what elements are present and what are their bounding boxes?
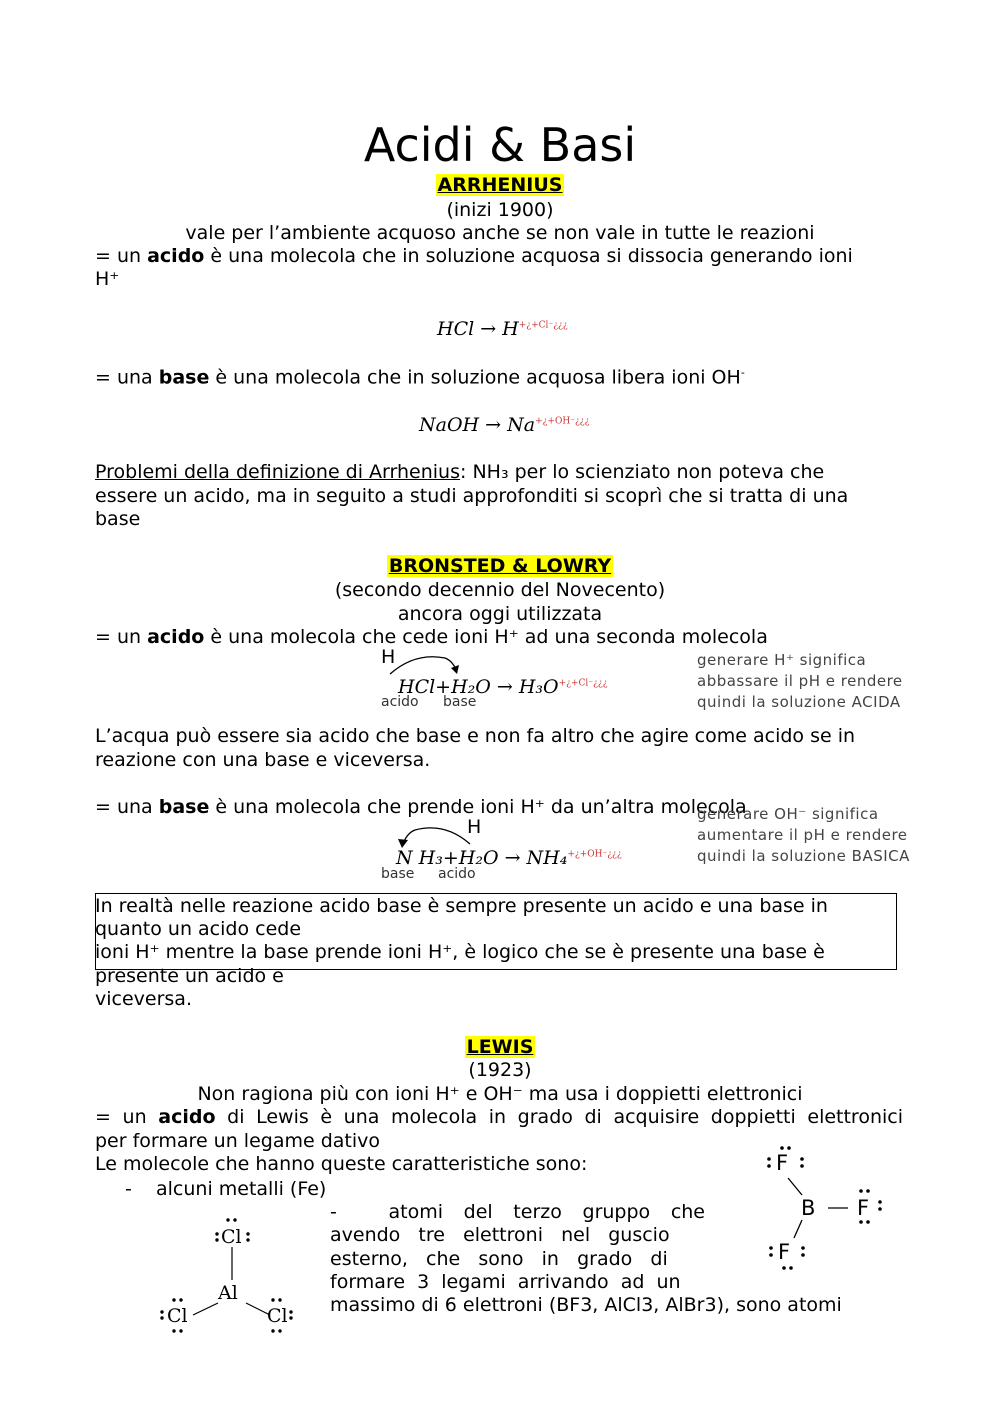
arrhenius-problem-line1: Problemi della definizione di Arrhenius: NH₃ per lo scienziato non poteva che	[95, 461, 825, 483]
alcl3-left-cl: Cl	[167, 1305, 188, 1327]
arrhenius-acid-definition-line2: H⁺	[95, 268, 120, 290]
bronsted-acid-definition: = un acido è una molecola che cede ioni H⁺ ad una seconda molecola	[95, 626, 768, 648]
note-acid-ph: generare H⁺ significa abbassare il pH e rendere quindi la soluzione ACIDA	[697, 651, 903, 711]
bronsted-usage: ancora oggi utilizzata	[397, 603, 603, 625]
bf3-bottom-f: F	[778, 1240, 791, 1264]
alcl3-right-cl: Cl	[267, 1305, 288, 1327]
arrhenius-problem-line3: base	[95, 508, 141, 530]
bf3-center-b: B	[801, 1196, 816, 1220]
bullet2-line5: massimo di 6 elettroni (BF3, AlCl3, AlBr3), sono atomi	[330, 1294, 842, 1316]
alcl3-top-cl: Cl	[221, 1226, 242, 1248]
lewis-heading: LEWIS	[466, 1036, 534, 1058]
bullet2-line1: - atomi del terzo gruppo che	[330, 1201, 705, 1223]
bullet2-line3: esterno, che sono in grado di	[330, 1248, 668, 1270]
alcl3-center-al: Al	[218, 1282, 238, 1304]
equation-nh3-water: N H₃+H₂O → NH₄$^{+¿+OH^-¿¿¿}$	[396, 847, 622, 869]
lewis-acid-definition-line2: per formare un legame dativo	[95, 1130, 380, 1152]
bf3-right-f: F	[857, 1196, 870, 1220]
box-line2: quanto un acido cede	[95, 918, 302, 940]
arrhenius-base-definition: = una base è una molecola che in soluzione acquosa libera ioni OH-	[95, 366, 745, 389]
arrhenius-problem-line2: essere un acido, ma in seguito a studi approfonditi si scoprì che si tratta di una	[95, 485, 849, 507]
lewis-acid-definition: = un acido di Lewis è una molecola in grado di acquisire doppietti elettronici	[95, 1106, 903, 1128]
arrhenius-heading: ARRHENIUS	[437, 174, 563, 196]
box-line5: viceversa.	[95, 988, 192, 1010]
bullet1-text: alcuni metalli (Fe)	[156, 1178, 327, 1200]
equation2-label-acid: acido	[438, 866, 476, 882]
equation-naoh-dissociation: NaOH → $Na^{+¿+OH^-¿¿¿}$	[419, 414, 590, 436]
note-base-ph: generare OH⁻ significa aumentare il pH e rendere quindi la soluzione BASICA	[697, 805, 910, 865]
bronsted-base-definition: = una base è una molecola che prende ioni H⁺ da un’altra molecola	[95, 796, 747, 818]
bullet1-dash: -	[125, 1178, 132, 1200]
equation2-proton-label: H	[467, 816, 482, 838]
arrhenius-date: (inizi 1900)	[446, 199, 554, 221]
bullet2-line2: avendo tre elettroni nel guscio	[330, 1224, 670, 1246]
equation-hcl-dissociation: HCl → $H^{+¿+Cl^-¿¿¿}$	[437, 318, 568, 340]
equation1-proton-label: H	[381, 646, 396, 668]
alcl3-lewis-structure	[150, 1210, 310, 1340]
equation2-label-base: base	[381, 866, 415, 882]
water-amphoteric-line2: reazione con una base e viceversa.	[95, 749, 431, 771]
lewis-date: (1923)	[468, 1059, 532, 1081]
page-title: Acidi & Basi	[363, 118, 637, 172]
bronsted-heading: BRONSTED & LOWRY	[388, 555, 612, 577]
bf3-top-f: F	[776, 1151, 789, 1175]
arrhenius-intro: vale per l’ambiente acquoso anche se non vale in tutte le reazioni	[185, 222, 815, 244]
box-line3: ioni H⁺ mentre la base prende ioni H⁺, è logico che se è presente una base è	[95, 941, 825, 963]
arrhenius-acid-definition: = un acido è una molecola che in soluzione acquosa si dissocia generando ioni	[95, 245, 853, 267]
box-line4: presente un acido e	[95, 965, 284, 987]
water-amphoteric-line1: L’acqua può essere sia acido che base e non fa altro che agire come acido se in	[95, 725, 856, 747]
equation1-label-acid: acido	[381, 694, 419, 710]
bullet2-line4: formare 3 legami arrivando ad un	[330, 1271, 681, 1293]
equation-hcl-water: $HCl+H_2O \to H_3O^{+¿+Cl^-¿¿¿}$	[398, 676, 608, 698]
lewis-molecules-intro: Le molecole che hanno queste caratteristiche sono:	[95, 1153, 588, 1175]
bronsted-date: (secondo decennio del Novecento)	[334, 579, 666, 601]
bf3-lewis-structure	[760, 1140, 900, 1275]
box-line1: In realtà nelle reazione acido base è sempre presente un acido e una base in	[95, 895, 828, 917]
lewis-intro: Non ragiona più con ioni H⁺ e OH⁻ ma usa i doppietti elettronici	[197, 1083, 803, 1105]
equation1-label-base: base	[443, 694, 477, 710]
